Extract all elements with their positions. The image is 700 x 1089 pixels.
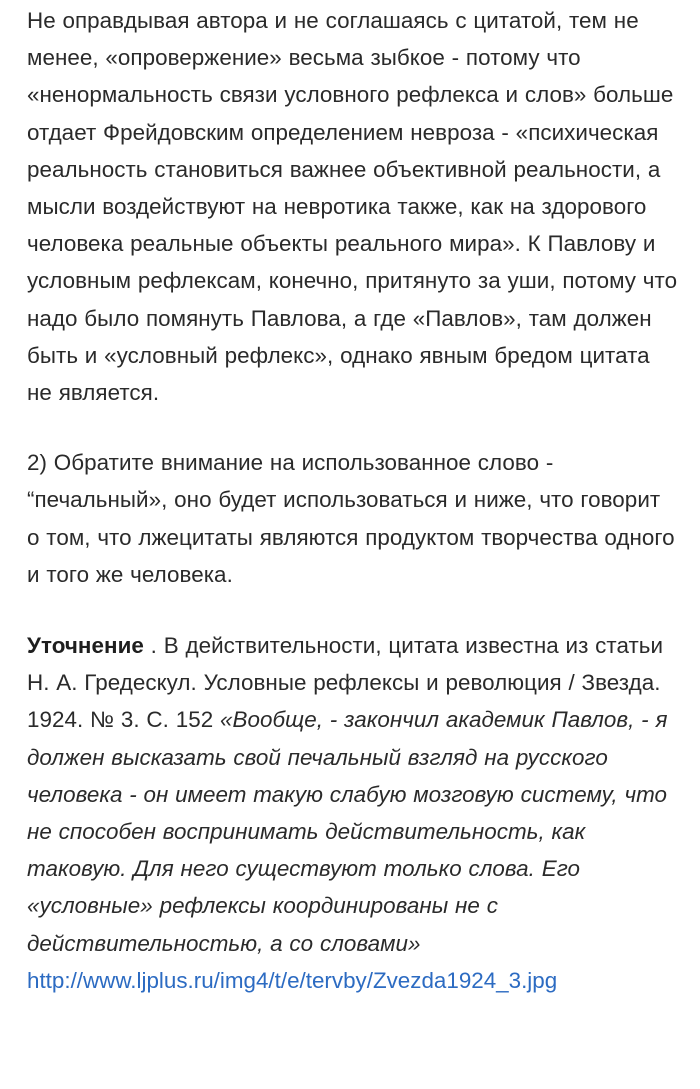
paragraph-2: 2) Обратите внимание на использованное слово - “печальный», оно будет использоваться и ниже, что говорит о том, что лжецитаты являются продуктом творчества одного и того же человека.	[27, 450, 675, 587]
paragraph-1: Не оправдывая автора и не соглашаясь с цитатой, тем не менее, «опровержение» весьма зыбкое - потому что «ненормальность связи условного рефлекса и слов» больше отдает Фрейдовским определением невроза - «психическая реальность становиться важнее объективной реальности, а мысли воздействуют на невротика также, как на здорового человека реальные объекты реального мира». К Павлову и условным рефлексам, конечно, притянуто за уши, потому что надо было помянуть Павлова, а где «Павлов», там должен быть и «условный рефлекс», однако явным бредом цитата не является.	[27, 8, 678, 406]
paragraph-3	[27, 627, 678, 962]
clarification-text: . В действительности, цитата известна из статьи Н. А. Гредескул. Условные рефлексы и революция / Звезда. 1924. № 3. С. 152	[27, 633, 664, 733]
source-link-line	[27, 962, 678, 999]
source-link[interactable]: http://www.ljplus.ru/img4/t/e/tervby/Zvezda1924_3.jpg	[27, 967, 558, 993]
clarification-label: Уточнение	[27, 633, 144, 659]
pavlov-quote: «Вообще, - закончил академик Павлов, - я должен высказать свой печальный взгляд на русского человека - он имеет такую слабую мозговую систему, что не способен воспринимать действительность, как таковую. Для него существуют только слова. Его «условные» рефлексы координированы не с действительностью, а со словами»	[27, 707, 668, 956]
